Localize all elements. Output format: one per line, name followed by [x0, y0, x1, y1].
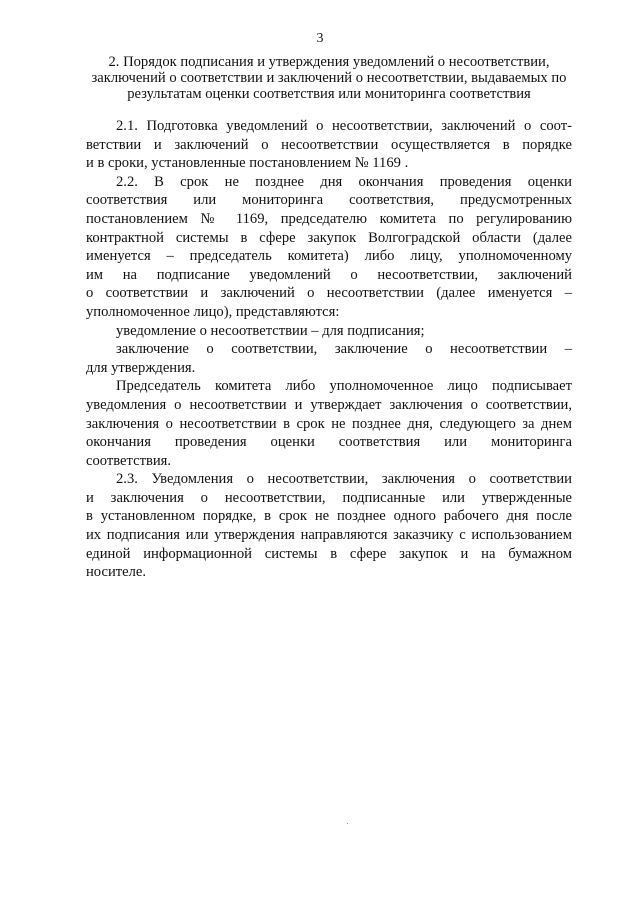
paragraph-chairman-line: окончания проведения оценки соответствия или мониторинга	[86, 434, 572, 451]
list-item-conclusion: для утверждения.	[86, 359, 196, 376]
section-title-line: 2. Порядок подписания и утверждения уведомлений о несоответствии,	[108, 54, 550, 70]
section-title-line: заключений о соответствии и заключений о несоответствии, выдаваемых по	[91, 70, 567, 86]
paragraph-chairman-line: Председатель комитета либо уполномоченное лицо подписывает	[116, 378, 572, 395]
paragraph-2-3-line: 2.3. Уведомления о несоответствии, заключения о соответствии	[116, 471, 572, 488]
paragraph-2-2-line: о соответствии и заключений о несоответствии (далее именуется –	[86, 285, 572, 302]
section-title	[86, 54, 572, 102]
paragraph-2-2-line: 2.2. В срок не позднее дня окончания проведения оценки	[116, 173, 572, 190]
paragraph-2-3-line: их подписания или утверждения направляются заказчику с использованием	[86, 527, 572, 544]
paragraph-chairman-line: заключения о несоответствии в срок не позднее дня, следующего за днем	[86, 415, 572, 432]
paragraph-chairman-line: соответствия.	[86, 452, 172, 469]
scan-speck	[347, 823, 348, 824]
page-number: 3	[316, 31, 324, 46]
paragraph-2-2-line: постановлением № 1169, председателю комитета по регулированию	[86, 210, 572, 227]
list-item-notification: уведомление о несоответствии – для подписания;	[116, 322, 425, 339]
paragraph-2-1-line: и в сроки, установленные постановлением № 1169 .	[86, 155, 409, 172]
document-body	[86, 117, 572, 582]
paragraph-2-3-line: и заключения о несоответствии, подписанные или утвержденные	[86, 489, 572, 506]
paragraph-2-2-line: уполномоченное лицо), представляются:	[86, 303, 340, 320]
paragraph-2-1-line: 2.1. Подготовка уведомлений о несоответствии, заключений о соот-	[116, 118, 572, 134]
paragraph-2-2-line: соответствия или мониторинга соответствия, предусмотренных	[86, 192, 572, 209]
list-item-conclusion: заключение о соответствии, заключение о несоответствии –	[116, 341, 572, 358]
paragraph-2-2-line: им на подписание уведомлений о несоответствии, заключений	[86, 266, 572, 283]
paragraph-2-1-line: ветствии и заключений о несоответствии осуществляется в порядке	[86, 136, 572, 153]
paragraph-chairman-line: уведомления о несоответствии и утверждает заключения о соответствии,	[86, 396, 572, 413]
paragraph-2-3-line: единой информационной системы в сфере закупок и на бумажном	[86, 545, 572, 562]
section-title-line: результатам оценки соответствия или мониторинга соответствия	[127, 86, 531, 102]
paragraph-2-3-line: носителе.	[86, 564, 147, 581]
paragraph-2-2-line: именуется – председатель комитета) либо лицу, уполномоченному	[86, 248, 572, 265]
paragraph-2-3-line: в установленном порядке, в срок не позднее одного рабочего дня после	[86, 508, 572, 525]
paragraph-2-2-line: контрактной системы в сфере закупок Волгоградской области (далее	[86, 229, 572, 246]
